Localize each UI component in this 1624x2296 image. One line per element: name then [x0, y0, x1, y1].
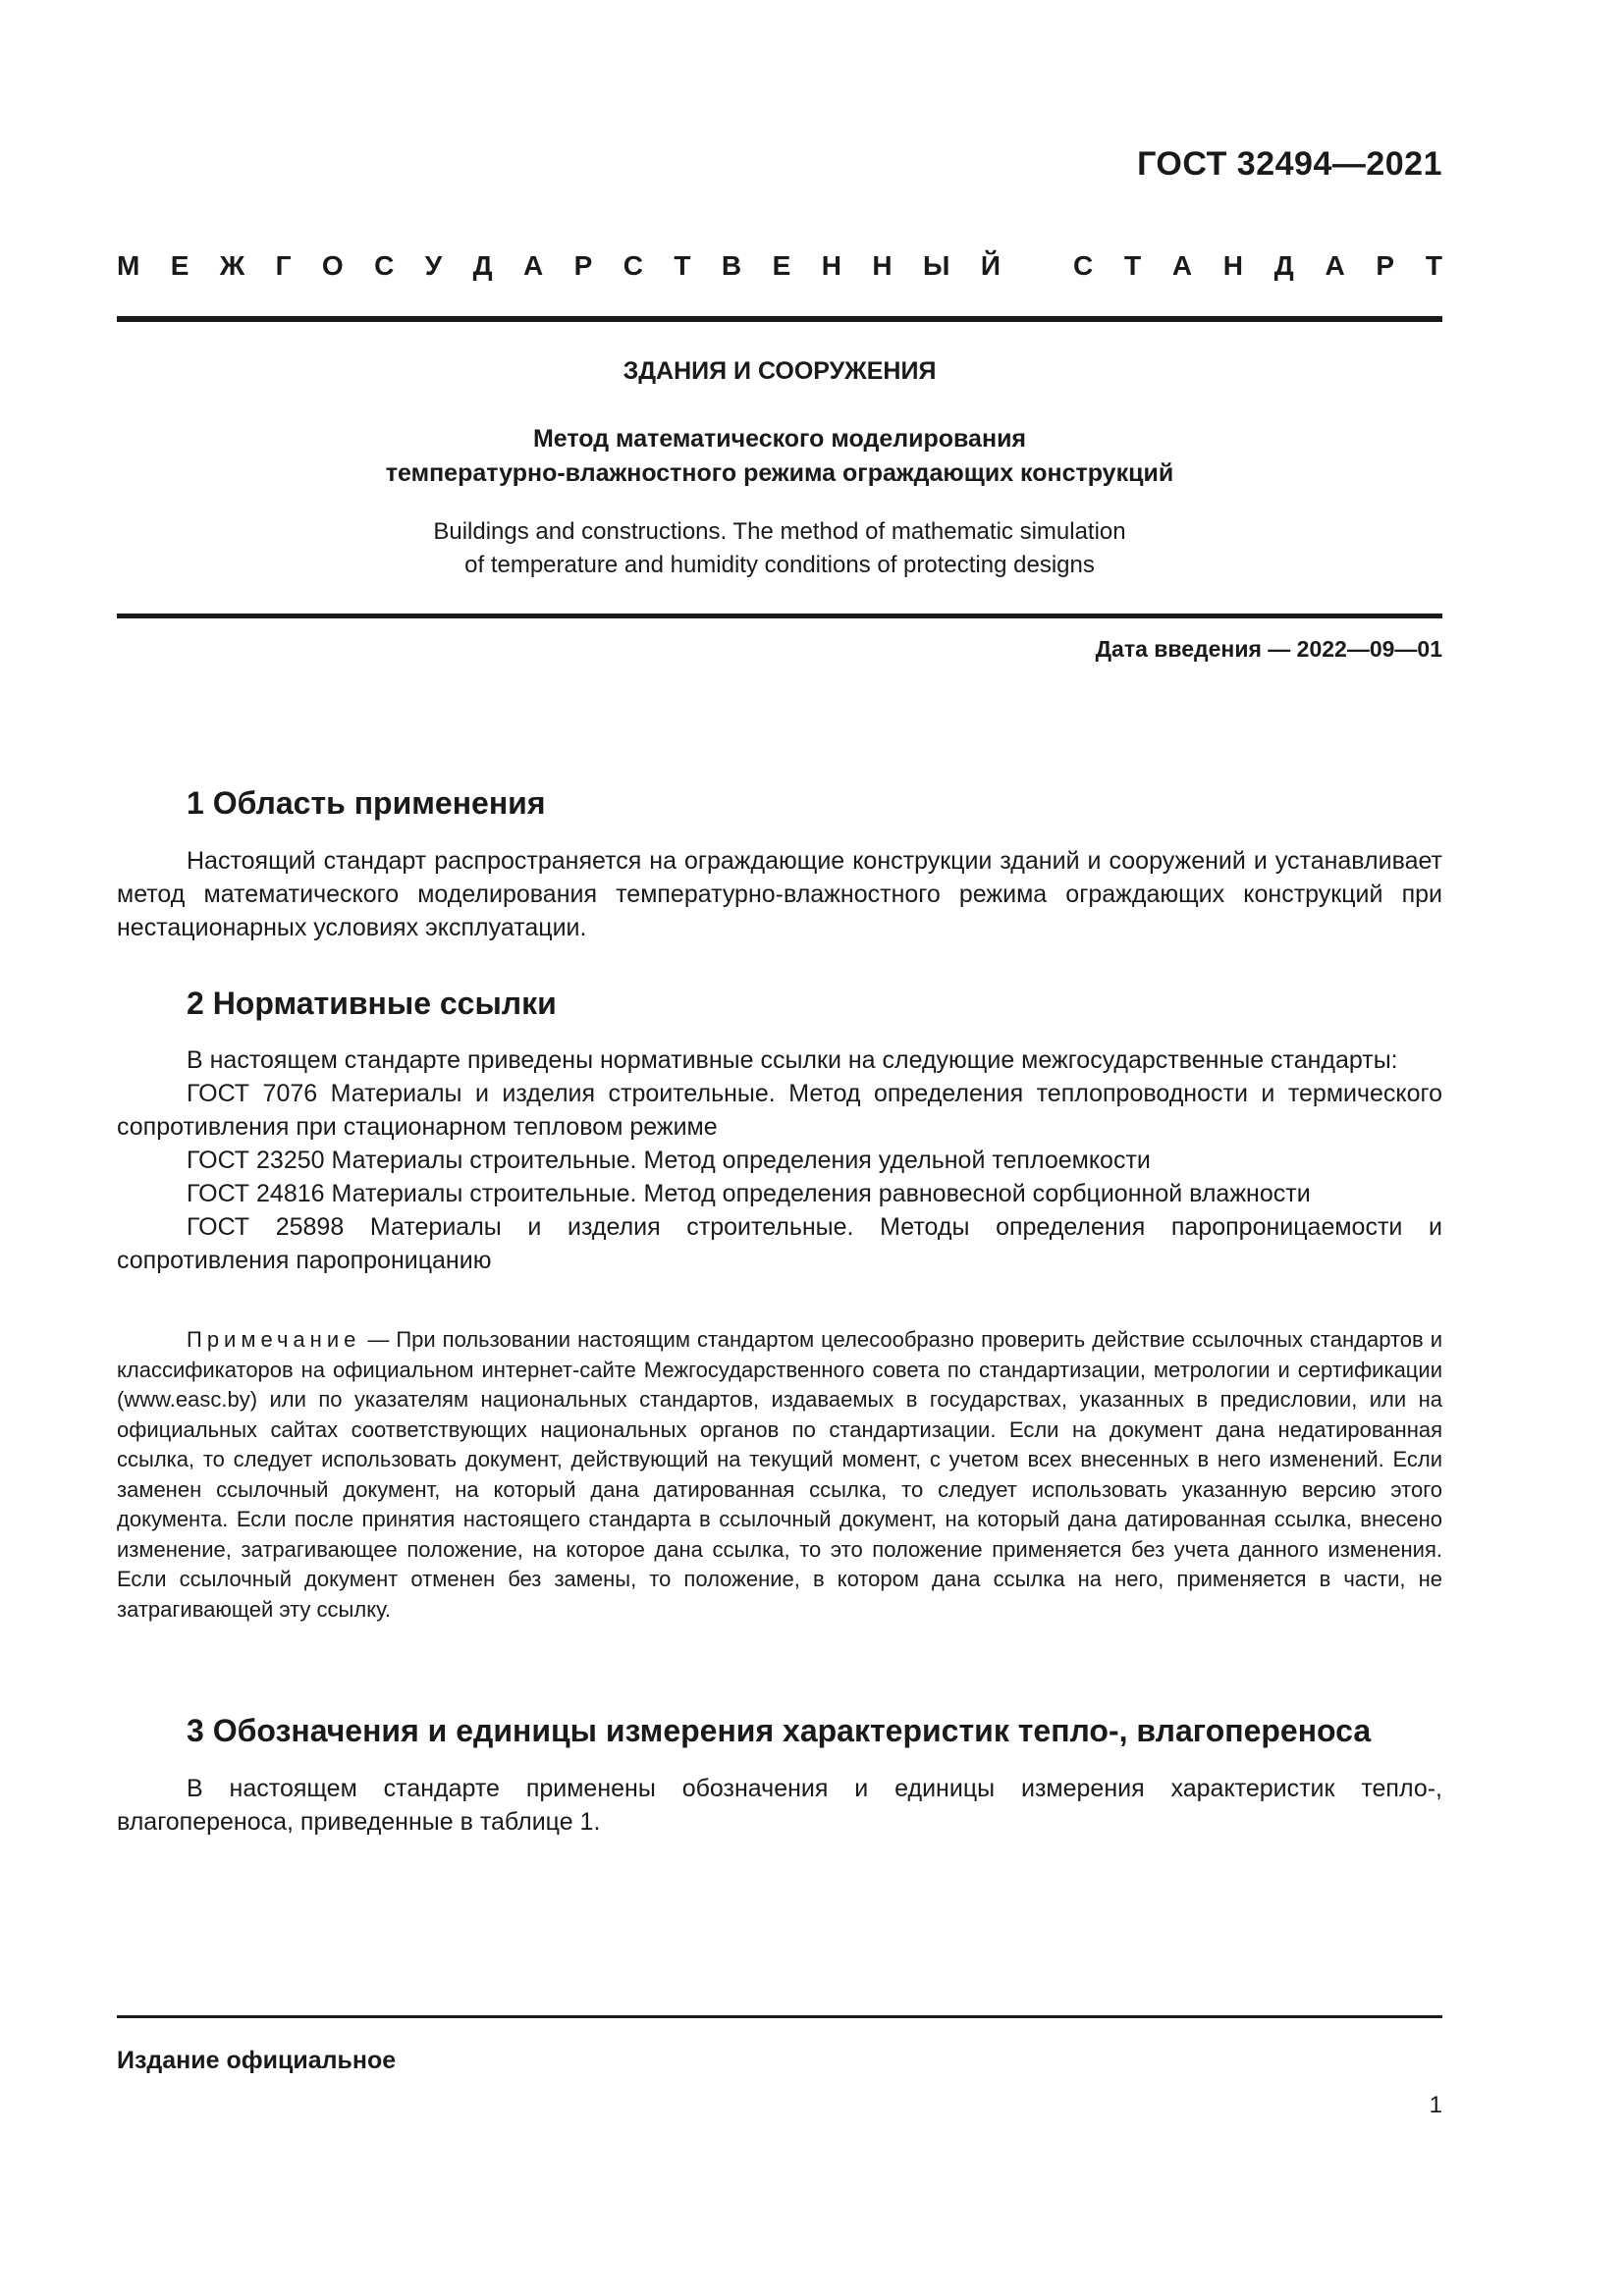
banner-letter: Т [674, 250, 691, 281]
banner-letter: А [1171, 250, 1193, 281]
banner-letter: Г [275, 250, 292, 281]
references-note [117, 1325, 1442, 1625]
banner-letter: Н [1222, 250, 1244, 281]
banner-letter: У [424, 250, 443, 281]
english-title-line-1: Buildings and constructions. The method of mathematic simulation [433, 518, 1126, 545]
note-text: — При пользовании настоящим стандартом целесообразно проверить действие ссылочных стандартов и классификаторов на официальном интернет-сайте Межгосударственного совета по стандартизации, метрологии и сертификации (www.easc.by) или по указателям национальных стандартов, издаваемых в государствах, указанных в предисловии, или на официальных сайтах соответствующих национальных органов по стандартизации. Если на документ дана недатированная ссылка, то следует использовать документ, действующий на текущий момент, с учетом всех внесенных в него изменений. Если заменен ссылочный документ, на который дана датированная ссылка, то следует использовать указанную версию этого документа. Если после принятия настоящего стандарта в ссылочный документ, на который дана датированная ссылка, внесено изменение, затрагивающее положение, на которое дана ссылка, то это положение применяется без учета данного изменения. Если ссылочный документ отменен без замены, то положение, в котором дана ссылка на него, применяется в части, не затрагивающей эту ссылку. [117, 1327, 1442, 1622]
banner-letter: С [623, 250, 643, 281]
footer-rule [117, 2015, 1442, 2018]
section-1-heading: 1 Область применения [187, 785, 546, 821]
banner-letter: Т [1123, 250, 1142, 281]
banner-word-interstate [117, 250, 1001, 282]
banner-letter: Д [1273, 250, 1294, 281]
section-3-text: В настоящем стандарте применены обозначения и единицы измерения характеристик тепло-, влагопереноса, приведенные в таблице 1. [117, 1775, 1442, 1836]
section-2-heading: 2 Нормативные ссылки [187, 986, 557, 1021]
references-intro: В настоящем стандарте приведены нормативные ссылки на следующие межгосударственные стандарты: [187, 1046, 1398, 1074]
reference-item: ГОСТ 23250 Материалы строительные. Метод определения удельной теплоемкости [187, 1147, 1151, 1174]
standard-type-banner [117, 250, 1442, 282]
normative-references [117, 1043, 1442, 1277]
banner-letter: Н [821, 250, 841, 281]
page-number: 1 [1429, 2092, 1442, 2118]
banner-letter: Е [170, 250, 189, 281]
reference-item: ГОСТ 24816 Материалы строительные. Метод определения равновесной сорбционной влажности [187, 1180, 1311, 1207]
reference-item: ГОСТ 7076 Материалы и изделия строительные. Метод определения теплопроводности и термического сопротивления при стационарном тепловом режиме [117, 1080, 1442, 1141]
banner-letter: Р [1376, 250, 1395, 281]
banner-letter: Р [573, 250, 593, 281]
banner-letter: Ж [219, 250, 245, 281]
banner-letter: Й [980, 250, 1001, 281]
banner-letter: А [522, 250, 544, 281]
note-label: Примечание [187, 1327, 361, 1352]
banner-letter: Т [1425, 250, 1442, 281]
english-title [117, 515, 1442, 582]
document-topic: ЗДАНИЯ И СООРУЖЕНИЯ [623, 357, 937, 385]
document-title [117, 422, 1442, 491]
banner-letter: С [374, 250, 395, 281]
title-line-2: температурно-влажностного режима ограждающих конструкций [385, 459, 1174, 487]
banner-letter: В [721, 250, 742, 281]
official-edition-label: Издание официальное [117, 2047, 397, 2074]
section-3-heading: 3 Обозначения и единицы измерения характеристик тепло-, влагопереноса [187, 1713, 1372, 1748]
banner-letter: О [321, 250, 344, 281]
banner-letter: А [1325, 250, 1345, 281]
banner-letter: Н [872, 250, 893, 281]
introduction-date: Дата введения — 2022—09—01 [1095, 636, 1442, 662]
banner-letter: М [117, 250, 140, 281]
top-rule [117, 316, 1442, 322]
banner-letter: Ы [923, 250, 950, 281]
standard-designation: ГОСТ 32494—2021 [1137, 145, 1442, 183]
section-1-text: Настоящий стандарт распространяется на ограждающие конструкции зданий и сооружений и устанавливает метод математического моделирования температурно-влажностного режима ограждающих конструкций при нестационарных условиях эксплуатации. [117, 847, 1442, 941]
banner-letter: С [1073, 250, 1094, 281]
banner-word-standard [1073, 250, 1442, 282]
english-title-line-2: of temperature and humidity conditions of protecting designs [464, 552, 1095, 578]
banner-letter: Д [472, 250, 493, 281]
reference-item: ГОСТ 25898 Материалы и изделия строительные. Методы определения паропроницаемости и сопротивления паропроницанию [117, 1213, 1442, 1274]
title-line-1: Метод математического моделирования [532, 425, 1027, 453]
title-bottom-rule [117, 614, 1442, 618]
banner-letter: Е [772, 250, 791, 281]
